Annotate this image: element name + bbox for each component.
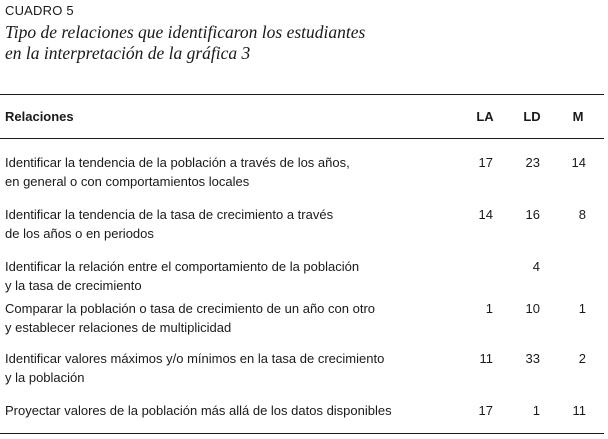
row-description xyxy=(5,153,425,191)
caption-line-2: en la interpretación de la gráfica 3 xyxy=(5,43,251,63)
cell-la: 1 xyxy=(485,301,493,316)
cell-ld: 1 xyxy=(532,403,540,418)
caption-line-1: Tipo de relaciones que identificaron los estudiantes xyxy=(5,22,366,42)
row-text-line-1: Identificar la relación entre el comportamiento de la población xyxy=(5,259,360,274)
row-text-line-1: Identificar valores máximos y/o mínimos en la tasa de crecimiento xyxy=(5,351,385,366)
cell-la: 11 xyxy=(479,351,493,366)
cell-ld: 4 xyxy=(532,259,540,274)
cell-la: 17 xyxy=(478,155,493,170)
cell-ld: 33 xyxy=(525,351,540,366)
cell-ld: 23 xyxy=(525,155,540,170)
cell-m: 11 xyxy=(572,403,586,418)
row-text-line-2: de los años o en periodos xyxy=(5,226,154,241)
row-description xyxy=(5,257,425,295)
header-la: LA xyxy=(476,109,494,124)
row-text-line-2: en general o con comportamientos locales xyxy=(5,174,250,189)
row-description xyxy=(5,299,425,337)
table-header-rule xyxy=(0,138,604,139)
header-relaciones: Relaciones xyxy=(5,109,74,124)
row-text-line-1: Comparar la población o tasa de crecimiento de un año con otro xyxy=(5,301,375,316)
cell-m: 2 xyxy=(578,351,586,366)
table-bottom-rule xyxy=(0,433,604,434)
cell-m: 8 xyxy=(578,207,586,222)
cell-ld: 16 xyxy=(525,207,540,222)
table-caption xyxy=(5,22,365,64)
cell-ld: 10 xyxy=(525,301,540,316)
row-text-line-2: y establecer relaciones de multiplicidad xyxy=(5,320,232,335)
row-description xyxy=(5,205,425,243)
row-text-line-1: Identificar la tendencia de la población a través de los años, xyxy=(5,155,350,170)
table-label: CUADRO 5 xyxy=(5,3,74,18)
cell-m: 14 xyxy=(571,155,586,170)
cell-m: 1 xyxy=(578,301,586,316)
cell-la: 17 xyxy=(478,403,493,418)
header-m: M xyxy=(572,109,584,124)
header-ld: LD xyxy=(523,109,541,124)
row-text-line-1: Proyectar valores de la población más allá de los datos disponibles xyxy=(5,403,392,418)
row-description xyxy=(5,349,425,387)
row-description xyxy=(5,401,425,420)
row-text-line-2: y la tasa de crecimiento xyxy=(5,278,142,293)
row-text-line-1: Identificar la tendencia de la tasa de crecimiento a través xyxy=(5,207,334,222)
cell-la: 14 xyxy=(478,207,493,222)
table-top-rule xyxy=(0,94,604,95)
row-text-line-2: y la población xyxy=(5,370,85,385)
